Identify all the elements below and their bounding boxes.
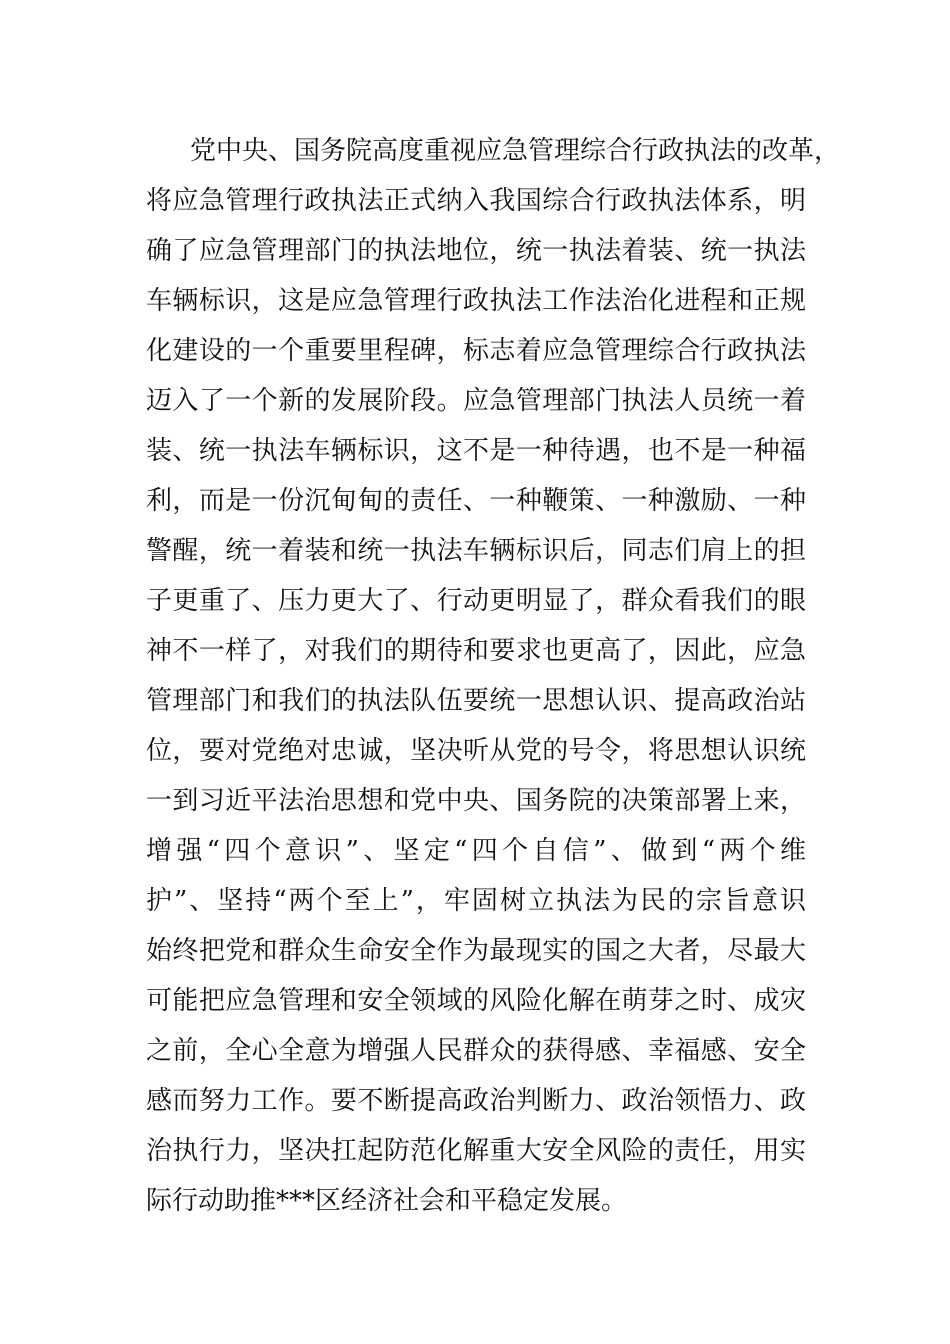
paragraph-line: 护”、坚持“两个至上”，牢固树立执法为民的宗旨意识	[146, 886, 806, 916]
paragraph-line: 际行动助推***区经济社会和平稳定发展。	[146, 1186, 628, 1216]
paragraph-line: 化建设的一个重要里程碑，标志着应急管理综合行政执法	[146, 336, 806, 366]
paragraph-line: 始终把党和群众生命安全作为最现实的国之大者，尽最大	[146, 936, 806, 966]
paragraph-line: 迈入了一个新的发展阶段。应急管理部门执法人员统一着	[146, 386, 806, 416]
paragraph-line: 警醒，统一着装和统一执法车辆标识后，同志们肩上的担	[146, 536, 806, 566]
paragraph-line: 之前，全心全意为增强人民群众的获得感、幸福感、安全	[146, 1036, 806, 1066]
paragraph-line: 一到习近平法治思想和党中央、国务院的决策部署上来，	[146, 786, 806, 816]
paragraph-line: 神不一样了，对我们的期待和要求也更高了，因此，应急	[146, 636, 806, 666]
paragraph-line: 管理部门和我们的执法队伍要统一思想认识、提高政治站	[146, 686, 806, 716]
paragraph-line: 可能把应急管理和安全领域的风险化解在萌芽之时、成灾	[146, 986, 806, 1016]
paragraph-line: 治执行力，坚决扛起防范化解重大安全风险的责任，用实	[146, 1136, 806, 1166]
paragraph-line: 利，而是一份沉甸甸的责任、一种鞭策、一种激励、一种	[146, 486, 806, 516]
paragraph-line: 位，要对党绝对忠诚，坚决听从党的号令，将思想认识统	[146, 736, 806, 766]
body-paragraph	[146, 126, 841, 1226]
paragraph-line: 将应急管理行政执法正式纳入我国综合行政执法体系，明	[146, 186, 806, 216]
paragraph-line: 确了应急管理部门的执法地位，统一执法着装、统一执法	[146, 236, 806, 266]
paragraph-line: 装、统一执法车辆标识，这不是一种待遇，也不是一种福	[146, 436, 806, 466]
paragraph-line: 感而努力工作。要不断提高政治判断力、政治领悟力、政	[146, 1086, 806, 1116]
paragraph-line: 子更重了、压力更大了、行动更明显了，群众看我们的眼	[146, 586, 806, 616]
paragraph-line: 增强“四个意识”、坚定“四个自信”、做到“两个维	[146, 836, 806, 866]
paragraph-line: 车辆标识，这是应急管理行政执法工作法治化进程和正规	[146, 286, 806, 316]
paragraph-line: 党中央、国务院高度重视应急管理综合行政执法的改革，	[190, 136, 841, 166]
